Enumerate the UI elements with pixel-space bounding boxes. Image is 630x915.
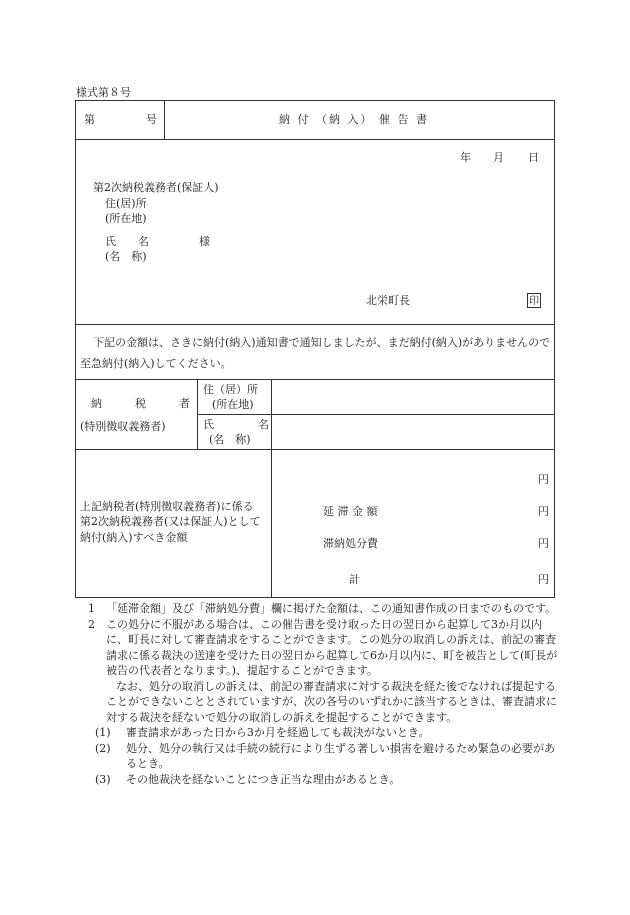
note-2-paragraph: なお、処分の取消しの訴えは、前記の審査請求に対する裁決を経た後でなければ提起することができないこととされていますが、次の各号のいずれかに該当するときは、審査請求に対する裁決を経ないで処分の取消しの訴えを提起することができます。 bbox=[106, 679, 557, 724]
addressee-name-alt-label: (名 称) bbox=[105, 250, 147, 263]
taxpayer-label: 納 税 者 bbox=[91, 397, 190, 410]
note-sub-2 bbox=[80, 741, 560, 772]
document-title: 納 付 （納 入） 催 告 書 bbox=[279, 113, 429, 126]
taxpayer-location-label: (所在地) bbox=[212, 398, 254, 411]
disposition-unit: 円 bbox=[538, 537, 549, 550]
rule-header-divider bbox=[164, 100, 165, 139]
note-sub-2-text: 処分、処分の執行又は手続の続行により生ずる著しい損害を避けるため緊急の必要があるとき。 bbox=[126, 741, 555, 770]
addressee-honorific: 様 bbox=[199, 235, 210, 248]
issuer-name: 北栄町長 bbox=[366, 294, 410, 307]
taxpayer-sub-label: (特別徴収義務者) bbox=[80, 420, 166, 433]
date-month: 月 bbox=[493, 151, 504, 164]
addressee-location-label: (所在地) bbox=[105, 212, 147, 225]
amount-description-line2: 第2次納税義務者(又は保証人)として bbox=[80, 515, 261, 528]
addressee-address-label: 住(居)所 bbox=[105, 197, 147, 210]
number-label-dai: 第 bbox=[84, 113, 95, 126]
taxpayer-name-alt-label: (名 称) bbox=[209, 433, 251, 446]
taxpayer-name-label: 氏 名 bbox=[203, 418, 269, 431]
note-1-number: 1 bbox=[88, 602, 95, 615]
rule-taxpayer-divider2 bbox=[271, 379, 272, 598]
rule-taxpayer-mid bbox=[197, 414, 555, 415]
rule-taxpayer-divider1 bbox=[197, 379, 198, 449]
rule-message bbox=[75, 379, 555, 380]
rule-header bbox=[75, 139, 555, 140]
taxpayer-address-label: 住（居）所 bbox=[203, 383, 258, 396]
note-sub-2-number: (2) bbox=[95, 741, 111, 755]
rule-addressee bbox=[75, 324, 555, 325]
note-sub-1-number: (1) bbox=[95, 726, 111, 739]
amount-blank-unit: 円 bbox=[538, 473, 549, 486]
note-sub-3-number: (3) bbox=[95, 772, 111, 786]
rule-taxpayer bbox=[75, 449, 555, 450]
disposition-label: 滞納処分費 bbox=[323, 537, 378, 550]
form-number: 様式第８号 bbox=[76, 86, 131, 99]
total-label: 計 bbox=[349, 573, 360, 586]
note-2-text: この処分に不服がある場合は、この催告書を受け取った日の翌日から起算して3か月以内に、町長に対して審査請求をすることができます。この処分の取消しの訴えは、前記の審査請求に係る裁決の送達を受けた日の翌日から起算して6か月以内に、町を被告として(町長が被告の代表者となります。)、提起することができます。 bbox=[106, 617, 558, 677]
notes-section bbox=[80, 601, 560, 787]
delinquency-label: 延 滞 金 額 bbox=[323, 505, 378, 518]
amount-description-line3: 納付(納入)すべき金額 bbox=[80, 531, 188, 544]
note-1-text: 「延滞金額」及び「滞納処分費」欄に掲げた金額は、この通知書作成の日までのものです。 bbox=[106, 602, 557, 615]
note-2 bbox=[80, 617, 560, 679]
seal-box: 印 bbox=[527, 293, 541, 308]
message-line2: 至急納付(納入)してください。 bbox=[80, 357, 232, 370]
note-1 bbox=[80, 601, 560, 617]
total-unit: 円 bbox=[538, 573, 549, 586]
note-sub-1-text: 審査請求があった日から3か月を経過しても裁決がないとき。 bbox=[126, 726, 430, 739]
amount-description-line1: 上記納税者(特別徴収義務者)に係る bbox=[80, 500, 254, 513]
note-sub-3-text: その他裁決を経ないことにつき正当な理由があるとき。 bbox=[126, 772, 401, 786]
note-2-number: 2 bbox=[88, 617, 95, 631]
date-year: 年 bbox=[460, 151, 471, 164]
note-sub-1 bbox=[80, 725, 560, 741]
number-label-go: 号 bbox=[146, 113, 157, 126]
addressee-role: 第2次納税義務者(保証人) bbox=[93, 181, 219, 194]
delinquency-unit: 円 bbox=[538, 505, 549, 518]
addressee-name-label: 氏 名 bbox=[105, 235, 149, 248]
note-sub-3 bbox=[80, 772, 560, 788]
message-line1: 下記の金額は、さきに納付(納入)通知書で通知しましたが、まだ納付(納入)がありませんので bbox=[93, 336, 551, 349]
date-day: 日 bbox=[528, 151, 539, 164]
